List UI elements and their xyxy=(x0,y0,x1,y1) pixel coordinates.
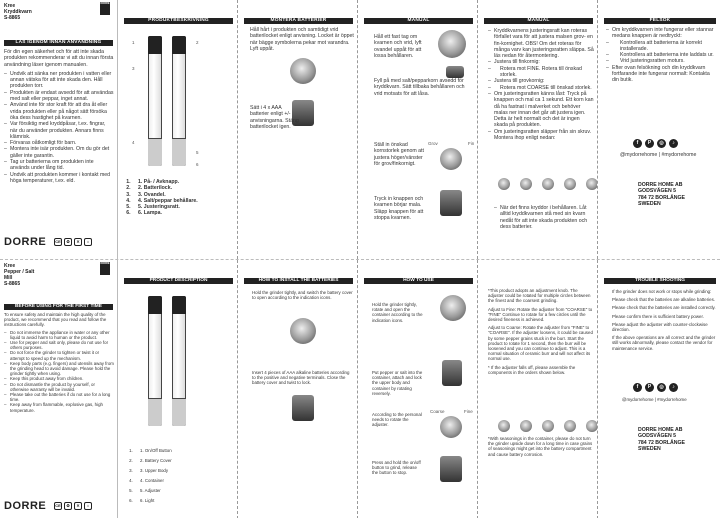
safety-intro: To ensure safety and maintain the high quality of the product, we recommend that you read and follow the instructions carefully. xyxy=(4,312,107,328)
dorre-logo: DORRE xyxy=(100,2,110,15)
product-description-header: PRODUKTBESKRIVNING xyxy=(124,18,233,24)
assembly-parts xyxy=(498,178,598,190)
tiktok-icon[interactable]: ♪ xyxy=(669,383,678,392)
weee-bin-icon: ⌂ xyxy=(84,502,92,510)
note: Adjust to Fine: Rotate the adjuster from "COARSE" to "FINE" Continue to rotate for a few circles until the desired fineness is achieved. xyxy=(488,306,593,323)
troubleshoot-column xyxy=(600,260,720,518)
note: *This product adopts an adjustment knob. The adjuster could be rotated for multiple circles between the finest and the coarsest grinding. xyxy=(488,288,591,304)
list-item: 4. 4. Salt/peppar behållare. xyxy=(132,198,198,204)
part-image xyxy=(564,420,576,432)
address-line: GODSVÄGEN 5 xyxy=(638,433,677,440)
manual-step-2: Fyll på med salt/pepparkorn avsedd för kryddkvarn. Sätt tillbaka behållaren och vrid motsats för att låsa. xyxy=(374,78,465,97)
troubleshoot-header: FELSÖK xyxy=(604,18,716,24)
safety-list xyxy=(4,71,114,184)
cert-marks xyxy=(54,238,92,246)
recycle-icon: ♻ xyxy=(64,502,72,510)
manual-column-2 xyxy=(480,0,598,259)
list-item: – Keep body parts (e.g. fingers) and utensils away from the grinding head to avoid damage. Please hold the grinder tightly when using. xyxy=(4,361,114,377)
list-item: – Keep away from flammable, explosive gas, high temperature. xyxy=(4,402,114,412)
safety-column xyxy=(0,0,118,259)
note: Adjust to Coarse: Rotate the adjuster from "FINE" to "COARSE". If the adjuster loosens, it could be caused by some pepper grains stuck in the burr. Start the product to rotate for 1 second, then the burr will be loosened and you can continue to adjust. This is a normal situation of ceramic burr and will not affect its normal use. xyxy=(488,325,593,362)
social-handle: @mydorrehome | #mydorrehome xyxy=(622,397,687,402)
list-item: – Please take out the batteries if do not use for a long time. xyxy=(4,392,114,402)
battery-step-1: Hold the grinder tightly, and switch the battery cover to open according to the indication icons. xyxy=(252,290,353,301)
troubleshoot-list xyxy=(606,289,717,351)
list-item: – Förvaras oåtkomligt för barn. xyxy=(4,140,114,146)
address-block xyxy=(638,427,685,452)
list-item: Please adjust the adjuster with counter-clockwise direction. xyxy=(612,321,708,333)
list-item: – Produkten är endast avsedd för att användas med salt eller peppar, inget annat. xyxy=(4,90,114,103)
list-item: 5. 5. Justeringsratt. xyxy=(132,204,198,210)
list-item: – Om justeringsratten släpper från sin skruv. Montera ihop enligt nedan: xyxy=(488,129,594,142)
coarse-label: Coarse xyxy=(430,409,445,414)
part-image xyxy=(498,420,510,432)
brand-block xyxy=(4,263,34,287)
tiktok-icon[interactable]: ♪ xyxy=(669,139,678,148)
pinterest-icon[interactable]: P xyxy=(645,383,654,392)
list-item: – Keep this product away from children. xyxy=(4,376,114,381)
list-item: – Justera till finkornig: xyxy=(488,59,594,65)
battery-slot-image xyxy=(292,395,314,421)
use-step-4: Press and hold the on/off button to grind, release the button to stop. xyxy=(372,460,421,476)
address-line: DORRE HOME AB xyxy=(638,427,683,433)
brand-name: Kree xyxy=(4,263,16,269)
assembly-parts xyxy=(498,420,598,432)
brand-name: Kree xyxy=(4,3,16,9)
safety-column xyxy=(0,260,118,518)
model-number: S-8865 xyxy=(4,281,21,287)
grinder-illustration xyxy=(172,296,186,426)
callout-label: 5 xyxy=(196,150,199,155)
list-item: 6. 6. Light xyxy=(134,496,172,506)
instagram-icon[interactable]: ◎ xyxy=(657,139,666,148)
use-step-2: Put pepper or salt into the container, attach and lock the upper body and container by rotating reversely. xyxy=(372,370,423,396)
list-item: Please check that the batteries are alkaline batteries. xyxy=(612,297,715,303)
safety-text xyxy=(4,312,114,413)
product-type: Pepper / Salt xyxy=(4,269,35,275)
address-line: SWEDEN xyxy=(638,445,661,452)
part-image xyxy=(586,178,598,190)
list-item: – Kryddkvarnens justeringsratt kan roteras förfallet vara för att justera malsen grov- en fin-kornighet. OBS! Om det roteras för många varv kan justeringsratten släppa. Så läs nedan för återmontering. xyxy=(488,28,594,59)
social-icons xyxy=(633,139,678,148)
troubleshoot-column xyxy=(600,0,720,259)
model-number: S-8865 xyxy=(4,15,21,21)
troubleshoot-list xyxy=(606,27,717,84)
manual-step-1: Håll ett fast tag om kvarnen och vrid, lyft ovandel uppåt för att lossa behållaren. xyxy=(374,34,422,59)
adjust-notes xyxy=(488,288,594,375)
list-item: – Do not dismantle the product by yourself, or otherwise warranty will be invalid. xyxy=(4,382,114,392)
part-image xyxy=(564,178,576,190)
list-item: 1. 1. On/Off Button xyxy=(134,446,172,456)
weee-bin-icon: ✕ xyxy=(74,502,82,510)
safety-header: LÄS IGENOM INNAN ANVÄNDNING xyxy=(4,40,113,46)
parts-list xyxy=(132,179,198,217)
adjuster-image xyxy=(440,416,462,438)
callout-label: 3 xyxy=(132,66,135,71)
parts-list xyxy=(134,446,172,506)
list-item: – Om kryddkvarnen inte fungerar eller stannar medans knappen är nedtryckt: xyxy=(606,27,717,40)
part-image xyxy=(586,420,598,432)
cert-marks xyxy=(54,502,92,510)
part-image xyxy=(542,420,554,432)
list-item: – Undvik att sänka ner produkten i vatten eller annan vätska för att inte skada den. Håll produkten torr. xyxy=(4,71,114,90)
open-grinder-image xyxy=(440,295,466,321)
list-item: – Rotera mot FINE. Rotera till önskad storlek. xyxy=(488,66,594,79)
battery-step-1: Håll hårt i produkten och samtidigt vrid batterilocket enligt anvisning. Locket är öppet när bägge symbolerna pekar mot varandra. Lyft uppåt. xyxy=(250,27,354,52)
list-item: – Tag ur batterierna om produkten inte används under lång tid. xyxy=(4,159,114,172)
battery-cover-image xyxy=(290,58,316,84)
grinder-illustration xyxy=(172,36,186,166)
list-item: If the above operations are all correct and the grinder still works abnormally, please contact the vendor for maintenance service. xyxy=(612,335,716,351)
list-item: – Kontrollera att batterierna är korrekt installerade. xyxy=(606,40,717,53)
battery-cover-image xyxy=(290,318,316,344)
fill-image xyxy=(442,360,462,386)
callout-label: 2 xyxy=(196,40,199,45)
safety-intro: För din egen säkerhet och för att inte skada produkten rekommenderar vi att du innan första användning läser igenom manualen. xyxy=(4,49,114,68)
pinterest-icon[interactable]: P xyxy=(645,139,654,148)
list-item: – Vrid justeringsratten moturs. xyxy=(606,58,717,64)
battery-step-2: Insert 4 pieces of AAA alkaline batteries according to the positive and negative terminals. Close the battery cover and twist to lock. xyxy=(252,370,350,386)
callout-label: 1 xyxy=(132,40,135,45)
list-item: If the grinder does not work or stops while grinding: xyxy=(612,289,712,294)
list-item: – Använd inte för stor kraft för att dra åt eller vrida produkten eller på något sätt försöka öka dess hastighet på kvarnen. xyxy=(4,102,114,121)
product-type-2: Mill xyxy=(4,275,13,281)
manual-step-3: Ställ in önskad kornstorlek genom att justera höger/vänster för grov/finkornigt. xyxy=(374,142,424,167)
grinder-illustration xyxy=(148,296,162,426)
callout-label: 6 xyxy=(196,162,199,167)
list-item: – När det finns kryddor i behållaren. Låt alltid kryddkvarnen stå med sin kvarn nedåt för att inte skada produkten och dess batterier. xyxy=(494,205,594,230)
battery-header: HOW TO INSTALL THE BATTERIES xyxy=(244,278,353,284)
social-handle: @mydorrehome | #mydorrehome xyxy=(620,152,697,158)
press-button-image xyxy=(440,190,462,216)
storage-note: *With seasonings in the container, please do not turn the grinder upside down for a long time in case grains of seasonings might get into the battery compartment and cause battery corrosion. xyxy=(488,436,593,457)
use-step-1: Hold the grinder tightly, rotate and open the container according to the indication icons. xyxy=(372,302,423,323)
list-item: 4. 4. Container xyxy=(134,476,172,486)
open-grinder-image xyxy=(438,30,466,58)
instagram-icon[interactable]: ◎ xyxy=(657,383,666,392)
ce-mark-icon: CE xyxy=(55,239,61,244)
address-block xyxy=(638,182,685,207)
safety-text xyxy=(4,49,114,184)
safety-list xyxy=(4,330,114,413)
part-image xyxy=(520,178,532,190)
adjust-list xyxy=(488,28,594,141)
fine-label: Fine xyxy=(464,409,473,414)
fill-image xyxy=(446,66,464,78)
safety-header: BEFORE USING FOR THE FIRST TIME xyxy=(4,304,113,310)
ce-mark-icon: CE xyxy=(55,503,61,508)
use-step-3: According to the personal needs to rotate the adjuster. xyxy=(372,412,422,428)
list-item: – Do not immerse the appliance in water or any other liquid to avoid harm to human or the product. xyxy=(4,330,114,340)
list-item: – Kontrollera att batterierna inte laddats ur. xyxy=(606,52,717,58)
address-line: 784 72 BORLÄNGE xyxy=(638,439,685,446)
facebook-icon[interactable]: f xyxy=(633,383,642,392)
callout-label: 4 xyxy=(132,140,135,145)
list-item: – Montera inte isär produkten. Om du gör det gäller inte garantin. xyxy=(4,146,114,159)
press-button-image xyxy=(440,456,462,482)
adjust-column xyxy=(480,260,598,518)
list-item: – Om justeringsratten känns låst: Tryck på knappen och mal ca 1 sekund. Ett korn kan då ha fastnat i malverket och behöver malas ner innan det går att justera igen. Detta är helt normalt och det är ingen skada på produkten. xyxy=(488,91,594,129)
battery-column xyxy=(240,0,358,259)
how-to-use-header: HOW TO USE xyxy=(364,278,473,284)
list-item: – Justera till grovkornig: xyxy=(488,78,594,84)
recycle-icon: ♻ xyxy=(64,238,72,246)
manual-column xyxy=(360,0,478,259)
brand-block xyxy=(4,3,32,21)
troubleshoot-header: TROUBLE SHOOTING xyxy=(604,278,716,284)
how-to-use-column xyxy=(360,260,478,518)
note: * If the adjuster falls off, please assemble the components in the orders shown below. xyxy=(488,364,576,375)
address-line: GODSVÄGEN 5 xyxy=(638,188,677,195)
coarse-label: Grov xyxy=(428,141,438,146)
product-description-column xyxy=(120,0,238,259)
list-item: 5. 5. Adjuster xyxy=(134,486,172,496)
list-item: – Undvik att produkten kommer i kontakt med höga temperaturer, t.ex. eld. xyxy=(4,172,114,185)
product-type: Kryddkvarn xyxy=(4,9,32,15)
weee-bin-icon: ✕ xyxy=(74,238,82,246)
manual-step-4: Tryck in knappen och kvarnen börjar mala. Släpp knappen för att stoppa kvarnen. xyxy=(374,196,424,221)
footer-brand: DORRE xyxy=(4,236,47,248)
weee-bin-icon: ⌂ xyxy=(84,238,92,246)
battery-step-2: Sätt i 4 x AAA batterier enligt +/- anvisningarna. Stäng batterilocket igen. xyxy=(250,105,299,130)
list-item: Please confirm there is sufficient battery power. xyxy=(612,313,704,319)
list-item: Please check that the batteries are installed correctly. xyxy=(612,305,716,311)
manual-header: MANUAL xyxy=(364,18,473,24)
adjuster-image xyxy=(440,148,462,170)
list-item: 6. 6. Lampa. xyxy=(132,210,198,216)
english-section xyxy=(0,259,720,518)
fine-label: Fin xyxy=(468,141,475,146)
battery-column xyxy=(240,260,358,518)
list-item: – Do not force the grinder to tighten or twist it or attempt to speed up the mechanism. xyxy=(4,350,114,360)
address-line: DORRE HOME AB xyxy=(638,182,683,188)
part-image xyxy=(542,178,554,190)
product-description-column xyxy=(120,260,238,518)
list-item: – Var försiktig med kryddpåsar, t.ex. fingrar, när du använder produkten. Annars finns klämrisk. xyxy=(4,121,114,140)
list-item: 2. 2. Battery Cover xyxy=(134,456,172,466)
footer-brand: DORRE xyxy=(4,500,47,512)
social-icons xyxy=(633,383,678,392)
list-item: 3. 3. Upper Body xyxy=(134,466,172,476)
part-image xyxy=(498,178,510,190)
address-line: 784 72 BORLÄNGE xyxy=(638,194,685,201)
list-item: – Efter ovan felsökning och din kryddkvarn fortfarande inte fungerar normalt: Kontakta din butik. xyxy=(606,65,717,84)
list-item: 3. 3. Ovandel. xyxy=(132,192,198,198)
list-item: 1. 1. På- / Avknapp. xyxy=(132,179,198,185)
grinder-illustration xyxy=(148,36,162,166)
manual-header-2: MANUAL xyxy=(484,18,593,24)
battery-header: MONTERA BATTERIER xyxy=(244,18,353,24)
storage-note xyxy=(494,205,594,230)
address-line: SWEDEN xyxy=(638,200,661,207)
part-image xyxy=(520,420,532,432)
list-item: 2. 2. Batterilock. xyxy=(132,185,198,191)
list-item: – Rotera mot COARSE till önskad storlek. xyxy=(488,85,594,91)
facebook-icon[interactable]: f xyxy=(633,139,642,148)
list-item: – Use for pepper and salt only, please do not use for others purposes. xyxy=(4,340,114,350)
dorre-logo: DORRE xyxy=(100,262,110,275)
product-description-header: PRODUCT DESCRIPTION xyxy=(124,278,233,284)
